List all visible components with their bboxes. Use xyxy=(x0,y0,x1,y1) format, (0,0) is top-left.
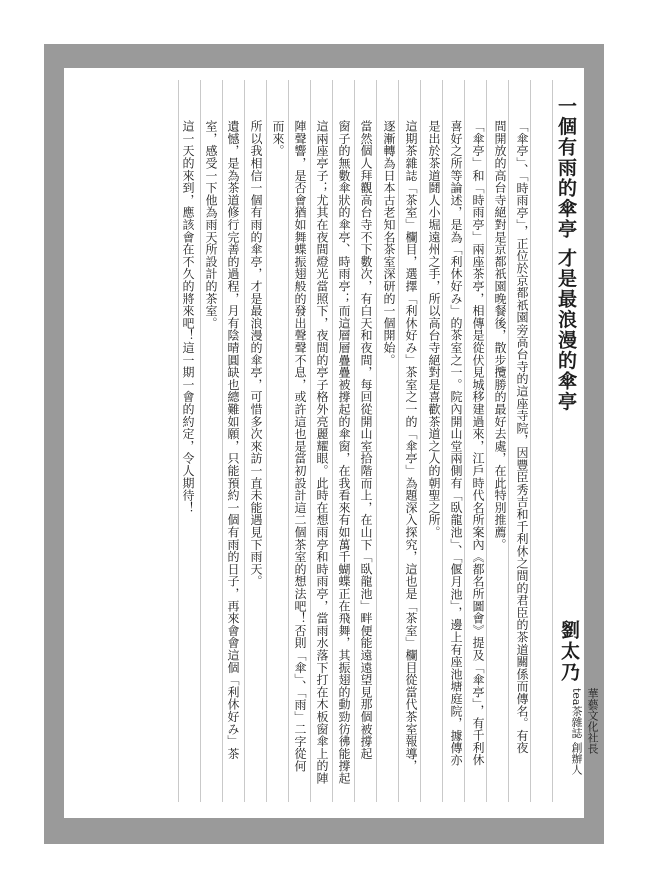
column-rule xyxy=(376,80,377,802)
text-column: 而來。 xyxy=(271,120,285,157)
column-rule xyxy=(178,80,179,802)
column-rule xyxy=(200,80,201,802)
text-column: 「傘亭」和「時雨亭」兩座茶亭，相傳是從伏見城移建過來，江戶時代名所案內《都名所圖會》提及「傘亭」，有千利休 xyxy=(471,120,485,766)
text-column: 當然個人拜觀高台寺不下數次，有白天和夜間，每回從開山室拾階而上，在山下「臥龍池」畔便能遠遠望見那個被撐起 xyxy=(359,120,373,760)
column-rule xyxy=(354,80,355,802)
column-rule xyxy=(464,80,465,802)
text-column: 「傘亭」、「時雨亭」，正位於京都祇園旁高台寺的這座寺院，因豐臣秀吉和千利休之間的君臣的茶道關係而傳名。有夜 xyxy=(515,120,529,754)
text-column: 間開放的高台寺絕對是京都祇園晚餐後，散步攬勝的最好去處，在此特別推薦。 xyxy=(493,120,507,551)
text-column: 逐漸轉為日本古老知名茶室深研的一個開始。 xyxy=(382,120,396,366)
column-rule xyxy=(310,80,311,802)
text-column: 所以我相信一個有雨的傘亭，才是最浪漫的傘亭，可惜多次來訪一直未能遇見下雨天。 xyxy=(249,120,263,588)
column-rule xyxy=(288,80,289,802)
column-rule xyxy=(266,80,267,802)
text-column: 陣聲響，是否會猶如舞蝶振翅般的發出聲聲不息，或許這也是當初設計這二個茶室的想法吧！否則「傘」、「雨」二字從何 xyxy=(293,120,307,773)
column-rule xyxy=(552,80,553,802)
text-column: 這一天的來到，應該會在不久的將來吧！這一期一會的約定，令人期待！ xyxy=(181,120,195,514)
column-rule xyxy=(420,80,421,802)
column-rule xyxy=(486,80,487,802)
column-rule xyxy=(222,80,223,802)
text-column: 這期茶雜誌「茶室」欄目，選擇「利休好み」茶室之一的「傘亭」為題深入探究，這也是「茶室」欄目從當代茶室報導， xyxy=(404,120,418,772)
text-column: 遺憾，是為茶道修行完善的過程，月有陰晴圓缺也總難如願，只能預約一個有雨的日子，再來會會這個「利休好み」茶 xyxy=(226,120,240,760)
column-rule xyxy=(508,80,509,802)
text-column: 喜好之所等論述，是為「利休好み」的茶室之一。院內開山堂兩側有「臥龍池」、「偃月池」，邊上有座池塘庭院，據傳亦 xyxy=(449,120,463,767)
text-column: 這兩座亭子；尤其在夜間燈光當照下，夜間的亭子格外亮麗耀眼。此時在想雨亭和時雨亭，當雨水落下打在木板窗傘上的陣 xyxy=(315,120,329,785)
text-column: 窗子的無數傘狀的傘亭、時雨亭；而這層層疊疊被撐起的傘窗，在我看來有如萬千蝴蝶正在飛舞，其振翅的動勁彷彿能撐起 xyxy=(337,120,351,785)
author-name: 劉太乃 xyxy=(558,620,580,683)
column-rule xyxy=(244,80,245,802)
article-title: 一個有雨的傘亭 才是最浪漫的傘亭 xyxy=(555,96,577,412)
author-affiliation-line-1: 華藝文化社長 xyxy=(586,688,599,754)
text-column: 室，感受一下他為雨天所設計的茶室。 xyxy=(204,120,218,330)
column-rule xyxy=(332,80,333,802)
column-rule xyxy=(398,80,399,802)
text-column: 是出於茶道鬪人小堀遠州之手，所以高台寺絕對是喜歡茶道之人的朝聖之所。 xyxy=(427,120,441,539)
column-rule xyxy=(442,80,443,802)
column-rule xyxy=(530,80,531,802)
author-affiliation-line-2: tea茶雜誌 創辦人 xyxy=(570,688,583,775)
